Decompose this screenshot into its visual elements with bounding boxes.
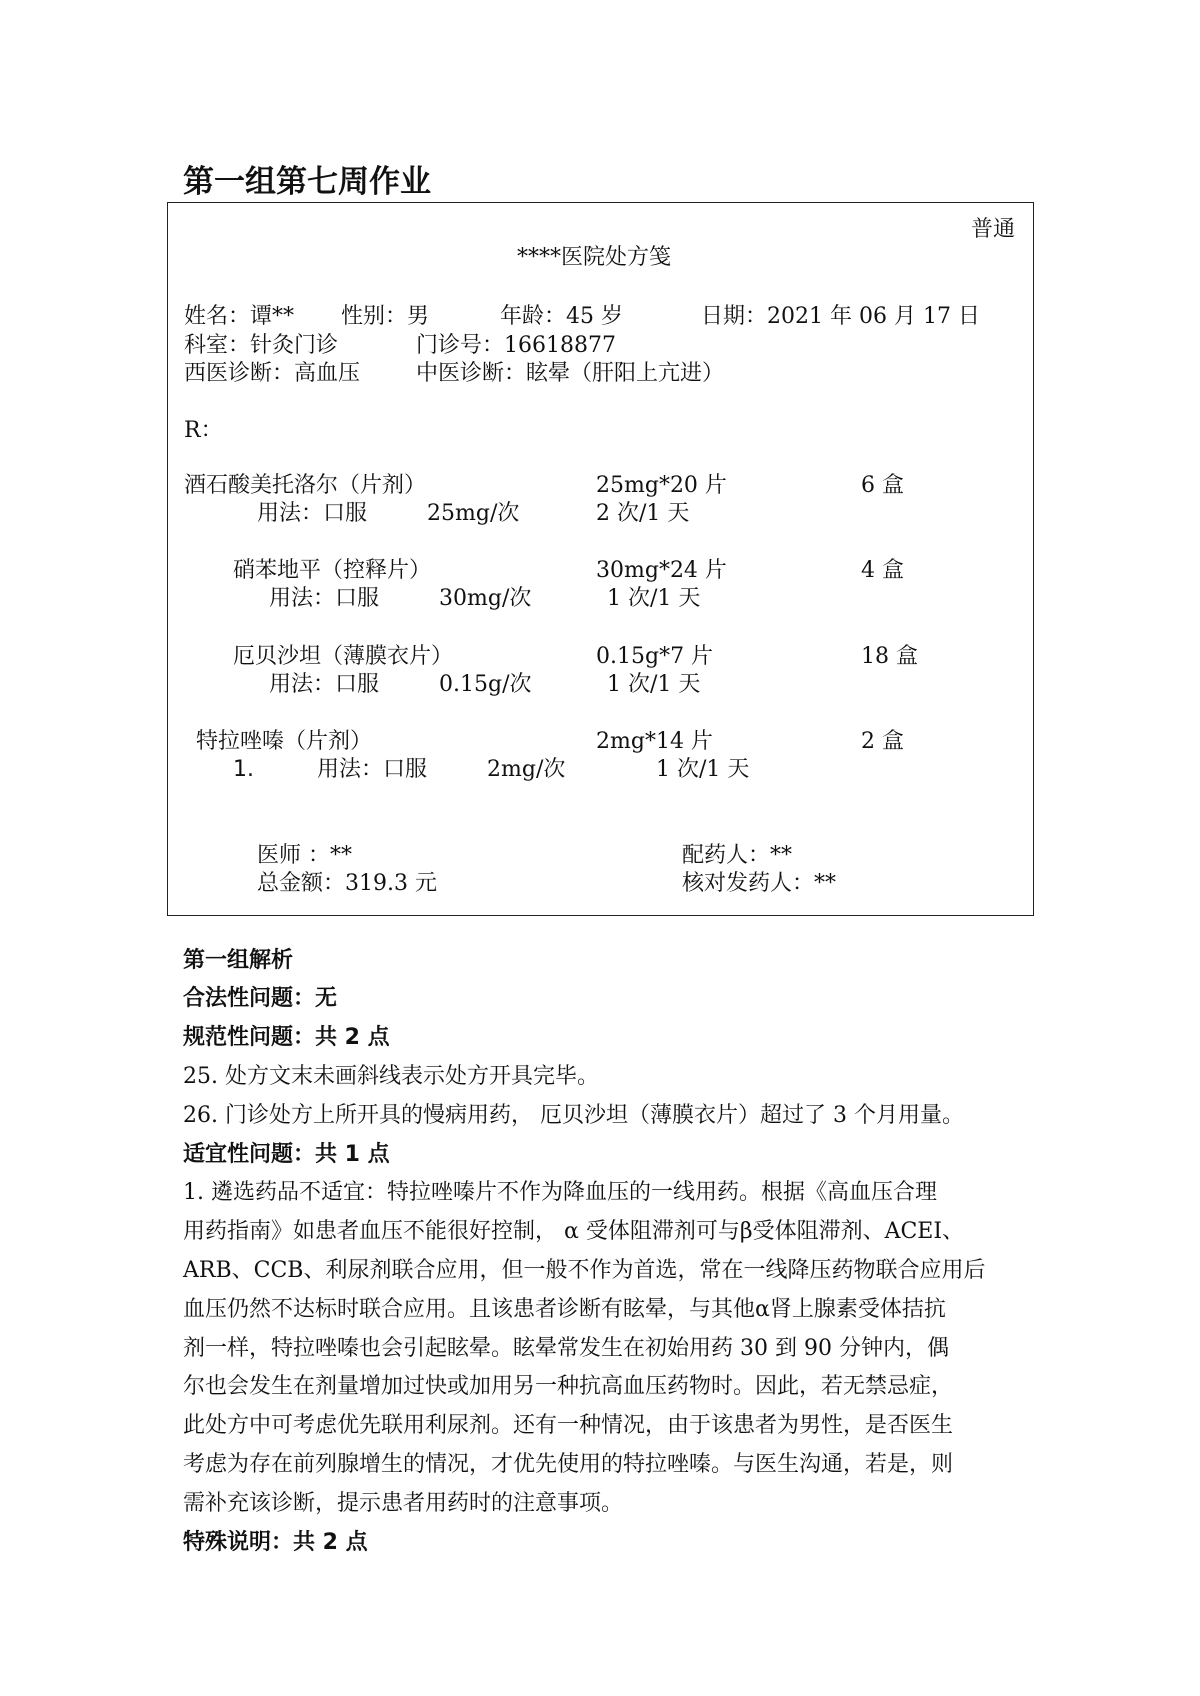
drug-dose: 0.15g/次 (439, 672, 532, 697)
drug-frequency: 1 次/1 天 (656, 757, 750, 782)
suitability-line: 用药指南》如患者血压不能很好控制， α 受体阻滞剂可与β受体阻滞剂、ACEI、 (183, 1219, 965, 1244)
suitability-line: ARB、CCB、利尿剂联合应用，但一般不作为首选，常在一线降压药物联合应用后 (183, 1258, 986, 1283)
drug-frequency: 2 次/1 天 (596, 501, 690, 526)
dispenser-field: 配药人：** (682, 843, 793, 868)
patient-age: 年龄：45 岁 (500, 304, 623, 329)
suitability-line: 考虑为存在前列腺增生的情况，才优先使用的特拉唑嗪。与医生沟通，若是，则 (183, 1452, 954, 1477)
drug-name: 酒石酸美托洛尔（片剂） (184, 473, 427, 498)
tcm-diagnosis: 中医诊断：眩晕（肝阳上亢进） (416, 361, 725, 386)
drug-dose: 30mg/次 (439, 586, 532, 611)
analysis-heading: 第一组解析 (183, 948, 294, 973)
checker-field: 核对发药人：** (682, 871, 837, 896)
drug-usage: 用法：口服 (269, 586, 380, 611)
drug-dose: 25mg/次 (427, 501, 520, 526)
standard-item: 25. 处方文末未画斜线表示处方开具完毕。 (183, 1064, 599, 1089)
western-diagnosis: 西医诊断：高血压 (184, 361, 361, 386)
department: 科室：针灸门诊 (184, 333, 339, 358)
clinic-number: 门诊号：16618877 (416, 333, 616, 358)
suitability-line: 尔也会发生在剂量增加过快或加用另一种抗高血压药物时。因此，若无禁忌症， (183, 1374, 954, 1399)
suitability-line: 需补充该诊断，提示患者用药时的注意事项。 (183, 1491, 624, 1516)
page-title: 第一组第七周作业 (183, 164, 431, 200)
drug-quantity: 6 盒 (861, 473, 904, 498)
suitability-line: 剂一样，特拉唑嗪也会引起眩晕。眩晕常发生在初始用药 30 到 90 分钟内，偶 (183, 1336, 949, 1361)
patient-name: 姓名：谭** (184, 304, 295, 329)
standard-heading: 规范性问题：共 2 点 (183, 1025, 390, 1050)
drug-spec: 25mg*20 片 (596, 473, 727, 498)
legality-heading: 合法性问题：无 (183, 986, 338, 1011)
drug-dose: 2mg/次 (487, 757, 566, 782)
rx-symbol: R： (184, 418, 223, 443)
drug-name: 特拉唑嗪（片剂） (196, 729, 373, 754)
suitability-line: 1. 遴选药品不适宜：特拉唑嗪片不作为降血压的一线用药。根据《高血压合理 (183, 1180, 937, 1205)
suitability-heading: 适宜性问题：共 1 点 (183, 1142, 390, 1167)
prescription-date: 日期：2021 年 06 月 17 日 (701, 304, 980, 329)
total-amount: 总金额：319.3 元 (257, 871, 437, 896)
drug-usage: 用法：口服 (257, 501, 368, 526)
list-number: 1. (233, 757, 254, 782)
drug-quantity: 18 盒 (861, 644, 918, 669)
drug-spec: 0.15g*7 片 (596, 644, 714, 669)
drug-frequency: 1 次/1 天 (607, 672, 701, 697)
drug-quantity: 2 盒 (861, 729, 904, 754)
suitability-line: 此处方中可考虑优先联用利尿剂。还有一种情况，由于该患者为男性，是否医生 (183, 1413, 954, 1438)
drug-usage: 用法：口服 (317, 757, 428, 782)
drug-spec: 2mg*14 片 (596, 729, 713, 754)
prescription-form (167, 202, 1034, 916)
special-heading: 特殊说明：共 2 点 (183, 1530, 368, 1555)
suitability-line: 血压仍然不达标时联合应用。且该患者诊断有眩晕，与其他α肾上腺素受体拮抗 (183, 1297, 946, 1322)
hospital-title: ****医院处方笺 (517, 245, 672, 270)
prescription-type-label: 普通 (971, 217, 1016, 242)
drug-quantity: 4 盒 (861, 558, 904, 583)
drug-usage: 用法：口服 (269, 672, 380, 697)
doctor-field: 医师 ：** (257, 843, 352, 868)
drug-name: 厄贝沙坦（薄膜衣片） (233, 644, 454, 669)
drug-name: 硝苯地平（控释片） (233, 558, 432, 583)
drug-frequency: 1 次/1 天 (607, 586, 701, 611)
patient-sex: 性别：男 (341, 304, 430, 329)
standard-item: 26. 门诊处方上所开具的慢病用药， 厄贝沙坦（薄膜衣片）超过了 3 个月用量。 (183, 1103, 964, 1128)
drug-spec: 30mg*24 片 (596, 558, 727, 583)
